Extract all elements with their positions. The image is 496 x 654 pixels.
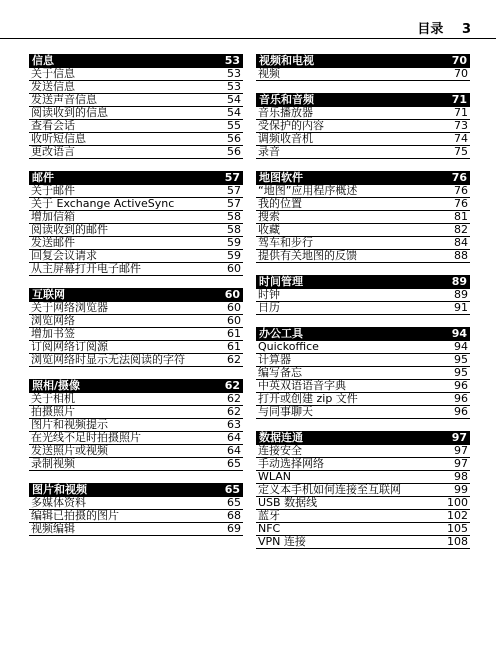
toc-entry[interactable] [29, 185, 243, 198]
toc-right-column [256, 54, 470, 561]
section-page-number: 57 [224, 171, 240, 184]
toc-entry-label: 发送信息 [31, 81, 75, 93]
toc-entry-page-number: 75 [454, 145, 468, 158]
toc-section [29, 288, 243, 367]
toc-entry-label: 回复会议请求 [31, 250, 97, 262]
toc-entry-page-number: 55 [227, 119, 241, 132]
section-page-number: 53 [224, 54, 240, 67]
toc-entry[interactable] [29, 107, 243, 120]
header-divider [0, 38, 496, 39]
toc-entry-page-number: 61 [227, 340, 241, 353]
toc-entry-label: 阅读收到的信息 [31, 107, 108, 119]
toc-section [29, 171, 243, 276]
section-page-number: 70 [451, 54, 467, 67]
section-header[interactable] [256, 93, 470, 107]
toc-entry[interactable] [29, 237, 243, 250]
toc-entry-label: 在光线不足时拍摄照片 [31, 432, 141, 444]
toc-entry-label: 调频收音机 [258, 133, 313, 145]
toc-entry-page-number: 88 [454, 249, 468, 262]
toc-entry-label: 关于信息 [31, 68, 75, 80]
toc-entry-page-number: 98 [454, 470, 468, 483]
toc-entry[interactable] [29, 510, 243, 523]
toc-entry[interactable] [29, 224, 243, 237]
section-page-number: 65 [224, 483, 240, 496]
toc-entry-page-number: 59 [227, 249, 241, 262]
toc-entry-label: 录音 [258, 146, 280, 158]
toc-entry-label: 时钟 [258, 289, 280, 301]
section-title: 邮件 [32, 171, 54, 184]
toc-entry[interactable] [256, 198, 470, 211]
toc-section [256, 431, 470, 549]
toc-entry-label: 多媒体资料 [31, 497, 86, 509]
toc-entry[interactable] [256, 68, 470, 81]
toc-entry-label: 编辑已拍摄的图片 [31, 510, 119, 522]
toc-entry[interactable] [29, 120, 243, 133]
toc-entry[interactable] [29, 146, 243, 159]
toc-entry-page-number: 60 [227, 262, 241, 275]
toc-entry[interactable] [256, 289, 470, 302]
toc-entry-label: 订阅网络订阅源 [31, 341, 108, 353]
section-header[interactable] [29, 288, 243, 302]
toc-entry-label: 增加书签 [31, 328, 75, 340]
toc-entry-label: 关于 Exchange ActiveSync [31, 198, 175, 210]
section-page-number: 94 [451, 327, 467, 340]
toc-entry-page-number: 54 [227, 106, 241, 119]
toc-entry-label: 与同事聊天 [258, 406, 313, 418]
toc-entry[interactable] [256, 341, 470, 354]
toc-entry-page-number: 58 [227, 223, 241, 236]
toc-entry[interactable] [29, 94, 243, 107]
toc-entry-page-number: 57 [227, 197, 241, 210]
toc-entry-page-number: 76 [454, 197, 468, 210]
toc-entry-label: 音乐播放器 [258, 107, 313, 119]
page-number: 3 [461, 22, 471, 37]
toc-entry-label: 视频 [258, 68, 280, 80]
toc-section [256, 275, 470, 315]
toc-entry-page-number: 59 [227, 236, 241, 249]
toc-entry[interactable] [256, 250, 470, 263]
toc-entry-label: 从主屏幕打开电子邮件 [31, 263, 141, 275]
toc-entry-page-number: 60 [227, 314, 241, 327]
toc-entry[interactable] [29, 354, 243, 367]
toc-entry[interactable] [256, 211, 470, 224]
toc-entry[interactable] [29, 523, 243, 536]
toc-entry-label: Quickoffice [258, 341, 319, 353]
toc-entry-label: 编写备忘 [258, 367, 302, 379]
section-title: 时间管理 [259, 275, 303, 288]
toc-entry-page-number: 108 [447, 535, 468, 548]
toc-entry-page-number: 69 [227, 522, 241, 535]
toc-entry-label: 浏览网络时显示无法阅读的字符 [31, 354, 185, 366]
section-header[interactable] [29, 54, 243, 68]
toc-entry[interactable] [256, 445, 470, 458]
toc-entry[interactable] [256, 354, 470, 367]
toc-entry-page-number: 53 [227, 80, 241, 93]
toc-entry-page-number: 73 [454, 119, 468, 132]
toc-entry-label: 关于邮件 [31, 185, 75, 197]
toc-entry-label: WLAN [258, 471, 292, 483]
toc-section [256, 93, 470, 159]
toc-entry-label: 拍摄照片 [31, 406, 75, 418]
section-title: 互联网 [32, 288, 65, 301]
toc-entry-page-number: 76 [454, 184, 468, 197]
toc-entry-label: 视频编辑 [31, 523, 75, 535]
toc-entry-page-number: 74 [454, 132, 468, 145]
toc-entry[interactable] [29, 432, 243, 445]
toc-entry-label: “地图”应用程序概述 [258, 185, 358, 197]
toc-entry-page-number: 68 [227, 509, 241, 522]
section-title: 图片和视频 [32, 483, 87, 496]
toc-entry[interactable] [29, 198, 243, 211]
toc-entry[interactable] [256, 510, 470, 523]
toc-entry-page-number: 81 [454, 210, 468, 223]
toc-entry-label: 驾车和步行 [258, 237, 313, 249]
toc-entry-page-number: 57 [227, 184, 241, 197]
section-page-number: 71 [451, 93, 467, 106]
toc-entry[interactable] [256, 406, 470, 419]
toc-entry[interactable] [256, 497, 470, 510]
toc-entry[interactable] [256, 523, 470, 536]
toc-entry-label: 我的位置 [258, 198, 302, 210]
toc-entry-page-number: 97 [454, 444, 468, 457]
toc-entry-page-number: 56 [227, 145, 241, 158]
toc-entry[interactable] [29, 250, 243, 263]
toc-entry-label: 日历 [258, 302, 280, 314]
page-title: 目录 [417, 22, 444, 37]
toc-entry-label: 手动选择网络 [258, 458, 324, 470]
toc-entry-page-number: 63 [227, 418, 241, 431]
toc-entry-page-number: 96 [454, 405, 468, 418]
section-header[interactable] [256, 327, 470, 341]
toc-entry-label: 收听短信息 [31, 133, 86, 145]
section-title: 音乐和音频 [259, 93, 314, 106]
toc-entry-page-number: 65 [227, 457, 241, 470]
toc-entry[interactable] [29, 133, 243, 146]
toc-entry-label: 浏览网络 [31, 315, 75, 327]
toc-entry[interactable] [256, 224, 470, 237]
toc-entry[interactable] [256, 471, 470, 484]
toc-entry-label: 蓝牙 [258, 510, 280, 522]
toc-entry-page-number: 97 [454, 457, 468, 470]
toc-entry-page-number: 82 [454, 223, 468, 236]
toc-entry-label: 录制视频 [31, 458, 75, 470]
toc-entry-label: 阅读收到的邮件 [31, 224, 108, 236]
toc-entry-page-number: 64 [227, 431, 241, 444]
toc-entry-page-number: 95 [454, 353, 468, 366]
toc-entry-label: 中英双语语音字典 [258, 380, 346, 392]
toc-entry-label: 发送邮件 [31, 237, 75, 249]
toc-entry[interactable] [256, 107, 470, 120]
toc-entry[interactable] [256, 380, 470, 393]
toc-section [29, 54, 243, 159]
section-title: 视频和电视 [259, 54, 314, 67]
toc-entry-page-number: 64 [227, 444, 241, 457]
section-header[interactable] [256, 431, 470, 445]
toc-entry-page-number: 61 [227, 327, 241, 340]
toc-entry[interactable] [29, 419, 243, 432]
section-title: 地图软件 [259, 171, 303, 184]
section-header[interactable] [256, 171, 470, 185]
toc-entry[interactable] [29, 341, 243, 354]
toc-entry-page-number: 94 [454, 340, 468, 353]
toc-entry[interactable] [29, 458, 243, 471]
toc-entry[interactable] [29, 211, 243, 224]
section-title: 信息 [32, 54, 54, 67]
toc-section [29, 379, 243, 471]
toc-entry-page-number: 65 [227, 496, 241, 509]
toc-entry-page-number: 105 [447, 522, 468, 535]
toc-entry[interactable] [256, 367, 470, 380]
toc-entry-label: USB 数据线 [258, 497, 318, 509]
toc-entry-label: 查看会话 [31, 120, 75, 132]
toc-entry-label: 收藏 [258, 224, 280, 236]
toc-entry-label: 计算器 [258, 354, 291, 366]
section-header[interactable] [29, 483, 243, 497]
toc-entry-page-number: 62 [227, 392, 241, 405]
toc-entry[interactable] [29, 445, 243, 458]
toc-section [29, 483, 243, 536]
toc-entry-page-number: 91 [454, 301, 468, 314]
toc-entry-label: 增加信箱 [31, 211, 75, 223]
toc-entry-page-number: 96 [454, 379, 468, 392]
toc-entry[interactable] [29, 315, 243, 328]
toc-entry-label: 受保护的内容 [258, 120, 324, 132]
toc-entry-page-number: 56 [227, 132, 241, 145]
toc-entry-label: VPN 连接 [258, 536, 306, 548]
section-title: 办公工具 [259, 327, 303, 340]
toc-entry[interactable] [29, 497, 243, 510]
toc-entry-label: 更改语言 [31, 146, 75, 158]
toc-entry-label: 提供有关地图的反馈 [258, 250, 357, 262]
toc-entry-page-number: 54 [227, 93, 241, 106]
toc-entry-label: 图片和视频提示 [31, 419, 108, 431]
toc-entry[interactable] [256, 458, 470, 471]
toc-entry[interactable] [256, 237, 470, 250]
toc-entry-label: 关于相机 [31, 393, 75, 405]
section-header[interactable] [256, 54, 470, 68]
section-header[interactable] [29, 379, 243, 393]
toc-entry-label: 关于网络浏览器 [31, 302, 108, 314]
toc-entry[interactable] [256, 484, 470, 497]
toc-entry[interactable] [29, 81, 243, 94]
toc-entry-page-number: 71 [454, 106, 468, 119]
toc-entry[interactable] [29, 393, 243, 406]
section-title: 照相/摄像 [32, 379, 81, 392]
section-header[interactable] [256, 275, 470, 289]
toc-section [256, 327, 470, 419]
toc-entry[interactable] [256, 120, 470, 133]
toc-entry-label: 连接安全 [258, 445, 302, 457]
toc-entry-page-number: 99 [454, 483, 468, 496]
toc-entry[interactable] [256, 393, 470, 406]
toc-entry-page-number: 89 [454, 288, 468, 301]
section-header[interactable] [29, 171, 243, 185]
toc-entry-page-number: 96 [454, 392, 468, 405]
toc-entry-page-number: 102 [447, 509, 468, 522]
toc-entry-label: 定义本手机如何连接至互联网 [258, 484, 401, 496]
section-page-number: 62 [224, 379, 240, 392]
toc-entry-page-number: 95 [454, 366, 468, 379]
toc-entry-page-number: 58 [227, 210, 241, 223]
section-page-number: 76 [451, 171, 467, 184]
section-page-number: 60 [224, 288, 240, 301]
page-header [417, 18, 471, 37]
toc-entry-page-number: 84 [454, 236, 468, 249]
toc-entry[interactable] [29, 406, 243, 419]
toc-entry-label: 发送声音信息 [31, 94, 97, 106]
toc-entry-label: NFC [258, 523, 281, 535]
toc-entry-page-number: 62 [227, 405, 241, 418]
toc-entry[interactable] [256, 185, 470, 198]
toc-entry-label: 搜索 [258, 211, 280, 223]
toc-entry-page-number: 62 [227, 353, 241, 366]
toc-entry-page-number: 60 [227, 301, 241, 314]
toc-entry[interactable] [29, 302, 243, 315]
toc-entry[interactable] [256, 146, 470, 159]
section-page-number: 89 [451, 275, 467, 288]
toc-section [256, 54, 470, 81]
toc-entry-label: 发送照片或视频 [31, 445, 108, 457]
toc-section [256, 171, 470, 263]
toc-entry[interactable] [29, 328, 243, 341]
toc-entry[interactable] [256, 536, 470, 549]
toc-entry-page-number: 70 [454, 67, 468, 80]
toc-entry[interactable] [256, 133, 470, 146]
toc-entry-page-number: 100 [447, 496, 468, 509]
toc-entry[interactable] [29, 68, 243, 81]
toc-left-column [29, 54, 243, 548]
section-title: 数据连通 [259, 431, 303, 444]
toc-entry-label: 打开或创建 zip 文件 [258, 393, 358, 405]
toc-entry-page-number: 53 [227, 67, 241, 80]
section-page-number: 97 [451, 431, 467, 444]
toc-entry[interactable] [256, 302, 470, 315]
toc-entry[interactable] [29, 263, 243, 276]
